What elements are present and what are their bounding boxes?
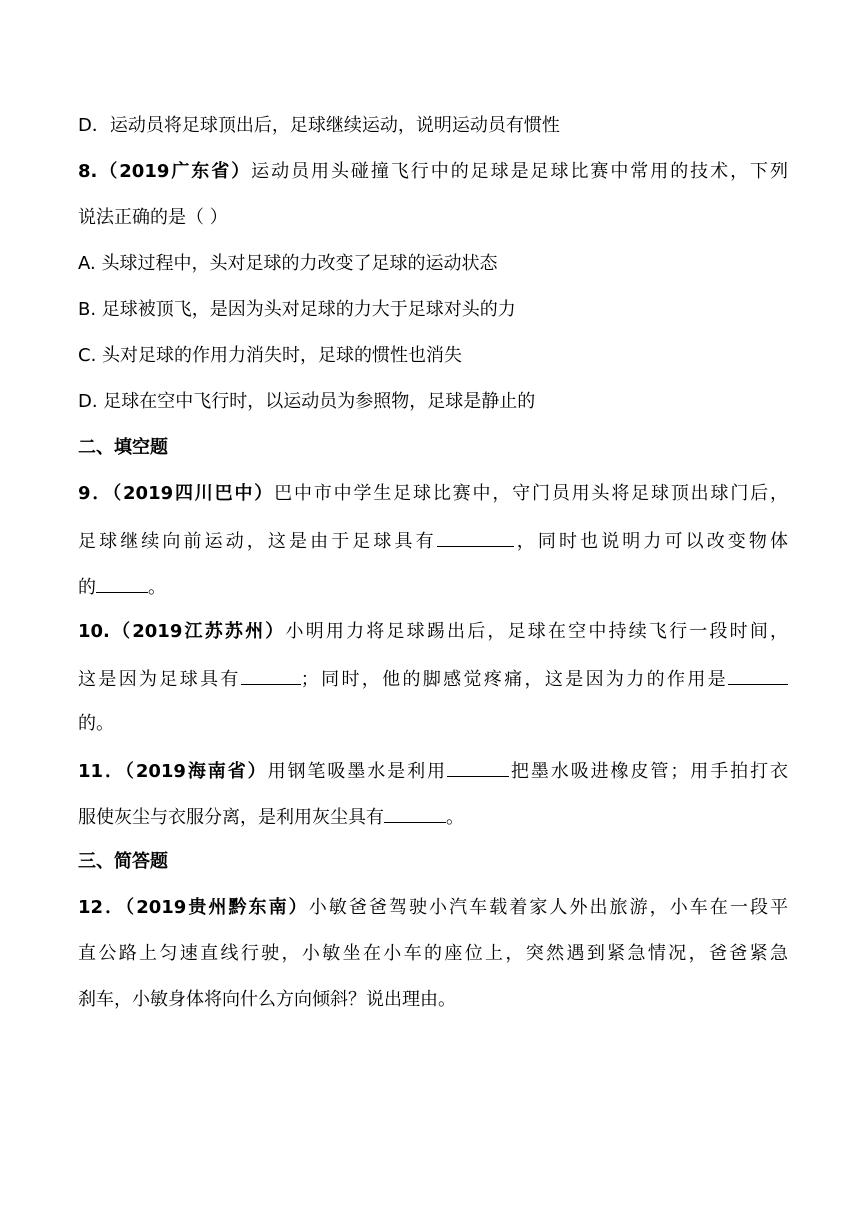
section-heading-fill-in <box>78 434 788 462</box>
section-title: 二、填空题 <box>78 437 168 458</box>
line-text: 小明用力将足球踢出后，足球在空中持续飞行一段时间， <box>285 621 789 642</box>
line-text: 说法正确的是（ ） <box>78 207 228 228</box>
q8-option-a <box>78 250 788 278</box>
q8-stem-line2 <box>78 204 788 232</box>
line-text: 运动员用头碰撞飞行中的足球是足球比赛中常用的技术，下列 <box>251 161 788 182</box>
line-text: 。 <box>446 807 464 828</box>
line-text: A. 头球过程中，头对足球的力改变了足球的运动状态 <box>78 253 498 274</box>
question-source: 11．（2019海南省） <box>78 761 268 782</box>
line-text: 直公路上匀速直线行驶，小敏坐在小车的座位上，突然遇到紧急情况，爸爸紧急 <box>78 943 788 964</box>
q8-option-b <box>78 296 788 324</box>
line-text: 小敏爸爸驾驶小汽车载着家人外出旅游，小车在一段平 <box>308 897 789 918</box>
line-text: D. 足球在空中飞行时，以运动员为参照物，足球是静止的 <box>78 391 536 412</box>
question-source: 10.（2019江苏苏州） <box>78 621 286 642</box>
q8-stem-line1 <box>78 158 788 186</box>
q10-stem-line2 <box>78 664 788 694</box>
line-text: D．运动员将足球顶出后，足球继续运动，说明运动员有惯性 <box>78 115 560 136</box>
line-text: 足球继续向前运动，这是由于足球具有 <box>78 531 437 552</box>
section-heading-short-answer <box>78 848 788 876</box>
line-text: 。 <box>148 577 166 598</box>
answer-blank <box>384 802 446 823</box>
q11-stem-line1 <box>78 756 788 786</box>
line-text: 的 <box>78 577 96 598</box>
line-text: ；同时，他的脚感觉疼痛，这是因为力的作用是 <box>300 669 729 690</box>
answer-blank <box>241 664 301 685</box>
answer-blank <box>728 664 788 685</box>
question-source: 12．（2019贵州黔东南） <box>78 897 309 918</box>
line-text: 用钢笔吸墨水是利用 <box>267 761 447 782</box>
line-text: B. 足球被顶飞，是因为头对足球的力大于足球对头的力 <box>78 299 516 320</box>
line-text: 服使灰尘与衣服分离，是利用灰尘具有 <box>78 807 384 828</box>
q10-stem-line1 <box>78 618 788 646</box>
section-title: 三、简答题 <box>78 851 168 872</box>
line-text: ，同时也说明力可以改变物体 <box>513 531 789 552</box>
question-source: 9．（2019四川巴中） <box>78 483 275 504</box>
line-text: 刹车，小敏身体将向什么方向倾斜？说出理由。 <box>78 989 456 1010</box>
q9-stem-line1 <box>78 480 788 508</box>
q7-option-d <box>78 112 788 140</box>
q9-stem-line2 <box>78 526 788 556</box>
line-text: 这是因为足球具有 <box>78 669 241 690</box>
q8-option-c <box>78 342 788 370</box>
answer-blank <box>447 756 509 777</box>
q10-stem-line3 <box>78 710 788 738</box>
q8-option-d <box>78 388 788 416</box>
question-source: 8.（2019广东省） <box>78 161 252 182</box>
answer-blank <box>437 526 514 547</box>
q12-stem-line2 <box>78 940 788 968</box>
line-text: 巴中市中学生足球比赛中，守门员用头将足球顶出球门后， <box>274 483 789 504</box>
line-text: C. 头对足球的作用力消失时，足球的惯性也消失 <box>78 345 463 366</box>
q12-stem-line3 <box>78 986 788 1014</box>
line-text: 把墨水吸进橡皮管；用手拍打衣 <box>508 761 788 782</box>
q11-stem-line2 <box>78 802 788 832</box>
answer-blank <box>96 572 148 593</box>
q12-stem-line1 <box>78 894 788 922</box>
q9-stem-line3 <box>78 572 788 602</box>
line-text: 的。 <box>78 713 114 734</box>
